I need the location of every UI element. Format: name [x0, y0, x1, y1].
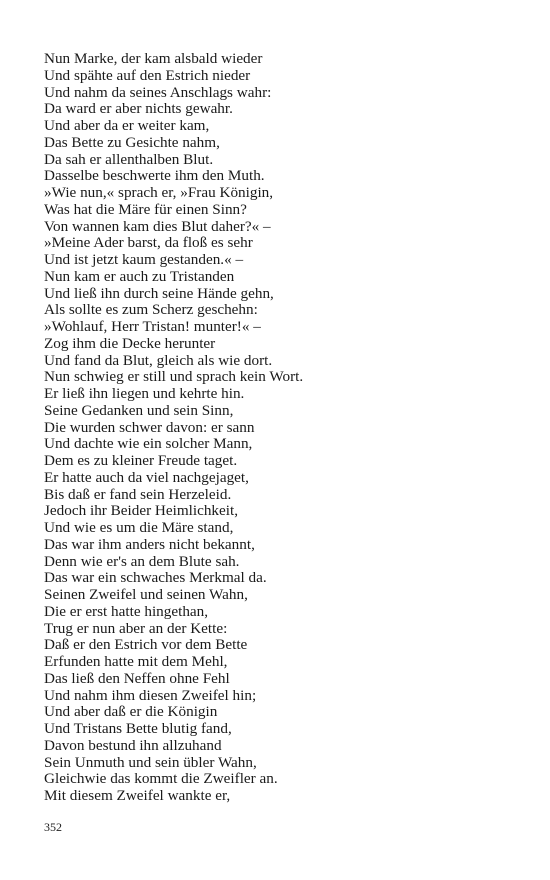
verse-line: Seine Gedanken und sein Sinn, [44, 401, 234, 419]
verse-line: »Wie nun,« sprach er, »Frau Königin, [44, 184, 274, 201]
verse-line: Die wurden schwer davon: er sann [44, 418, 255, 436]
verse-line: Und fand da Blut, gleich als wie dort. [44, 351, 273, 369]
verse-line: Erfunden hatte mit dem Mehl, [44, 653, 228, 670]
verse-line: Und wie es um die Märe stand, [44, 519, 234, 536]
verse-line: Davon bestund ihn allzuhand [44, 736, 222, 754]
verse-line: Trug er nun aber an der Kette: [44, 619, 228, 637]
verse-line: Und aber daß er die Königin [44, 703, 218, 721]
poem-text [44, 51, 524, 805]
verse-line: Und spähte auf den Estrich nieder [44, 66, 251, 84]
verse-line: Nun schwieg er still und sprach kein Wort. [44, 368, 304, 386]
verse-line: Seinen Zweifel und seinen Wahn, [44, 586, 248, 603]
verse-line: Mit diesem Zweifel wankte er, [44, 787, 231, 804]
verse-line: Dasselbe beschwerte ihm den Muth. [44, 167, 265, 185]
verse-line: Da ward er aber nichts gewahr. [44, 100, 233, 118]
verse-line: Die er erst hatte hingethan, [44, 602, 209, 620]
verse-line: Er hatte auch da viel nachgejaget, [44, 468, 249, 486]
verse-line: Und aber da er weiter kam, [44, 117, 210, 134]
verse-line: Bis daß er fand sein Herzeleid. [44, 485, 232, 503]
verse-line: Denn wie er's an dem Blute sah. [44, 552, 240, 570]
verse-line: Er ließ ihn liegen und kehrte hin. [44, 385, 245, 402]
verse-line: Und ist jetzt kaum gestanden.« – [44, 251, 244, 268]
verse-line: Als sollte es zum Scherz geschehn: [44, 301, 258, 319]
verse-line: Zog ihm die Decke herunter [44, 334, 216, 352]
verse-line: Nun kam er auch zu Tristanden [44, 267, 235, 285]
verse-line: Und ließ ihn durch seine Hände gehn, [44, 284, 274, 302]
verse-line: Das war ihm anders nicht bekannt, [44, 535, 255, 553]
verse-line: Das Bette zu Gesichte nahm, [44, 133, 220, 151]
verse-line: Und dachte wie ein solcher Mann, [44, 435, 253, 453]
verse-line: Da sah er allenthalben Blut. [44, 150, 214, 168]
verse-line: Und nahm da seines Anschlags wahr: [44, 83, 272, 101]
verse-line: Nun Marke, der kam alsbald wieder [44, 50, 263, 67]
verse-line: Dem es zu kleiner Freude taget. [44, 452, 238, 469]
verse-line: Jedoch ihr Beider Heimlichkeit, [44, 502, 239, 520]
verse-line: »Meine Ader barst, da floß es sehr [44, 234, 253, 252]
verse-line: Das ließ den Neffen ohne Fehl [44, 669, 230, 687]
verse-line: Was hat die Märe für einen Sinn? [44, 200, 247, 218]
verse-line: Und nahm ihm diesen Zweifel hin; [44, 686, 257, 704]
verse-line: Von wannen kam dies Blut daher?« – [44, 217, 271, 235]
page-number: 352 [44, 820, 62, 834]
verse-line: Sein Unmuth und sein übler Wahn, [44, 753, 257, 771]
verse-line: Gleichwie das kommt die Zweifler an. [44, 770, 278, 788]
verse-line: Das war ein schwaches Merkmal da. [44, 569, 267, 587]
verse-line: »Wohlauf, Herr Tristan! munter!« – [44, 318, 261, 335]
verse-line: Daß er den Estrich vor dem Bette [44, 636, 248, 654]
verse-line: Und Tristans Bette blutig fand, [44, 720, 232, 737]
